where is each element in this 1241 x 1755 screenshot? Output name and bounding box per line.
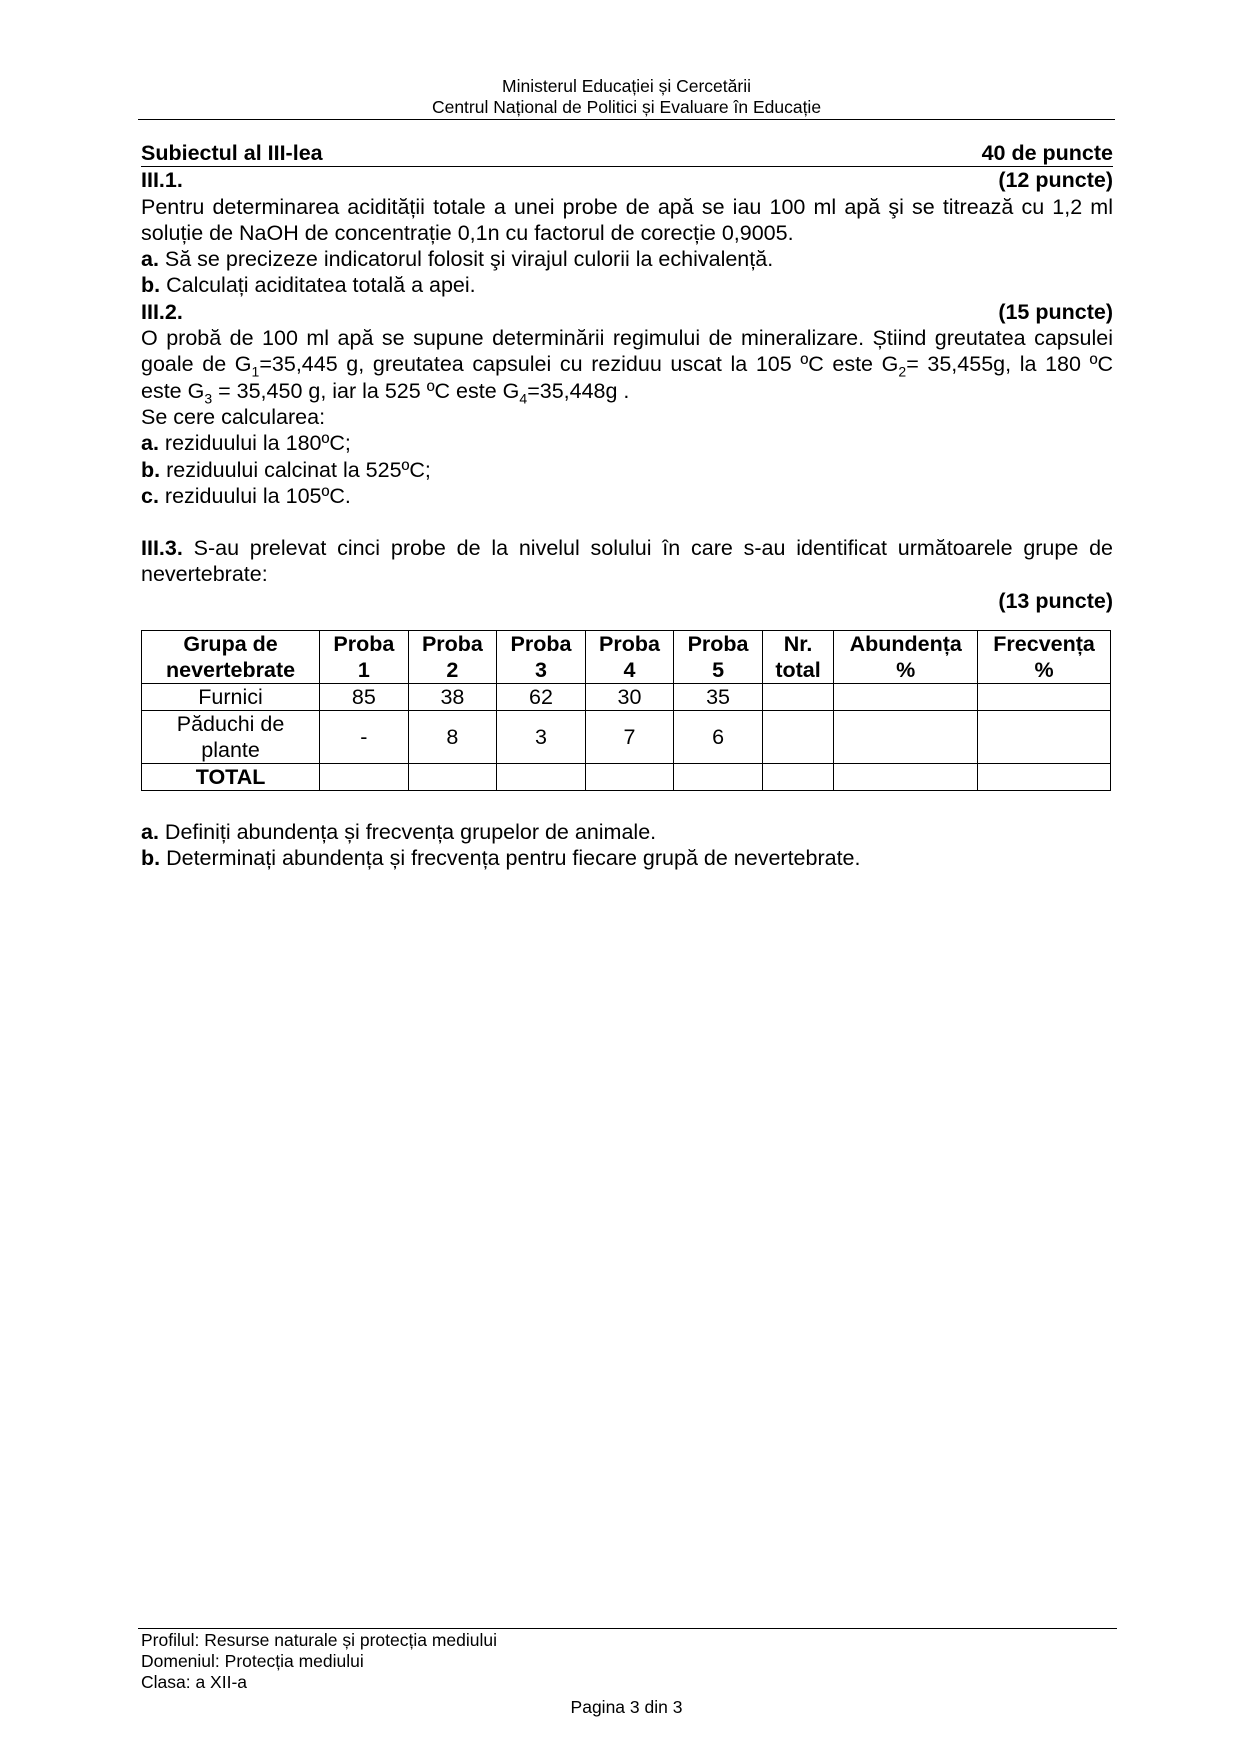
q3-statement: S-au prelevat cinci probe de la nivelul solului în care s-au identificat următoarele grupe de nevertebrate:: [141, 536, 1113, 587]
header-line: Proba: [333, 632, 395, 657]
header-line: nevertebrate: [166, 658, 296, 683]
q1-text: Pentru determinarea acidității totale a unei probe de apă se iau 100 ml apă şi se titrează cu 1,2 ml soluție de NaOH de concentrație 0,1n cu factorul de corecție 0,9005.: [141, 194, 1113, 245]
q2-b-label: b.: [141, 457, 161, 482]
table-cell: 38: [408, 684, 497, 711]
header-group: [142, 631, 320, 684]
header-proba-2: [408, 631, 497, 684]
q2-text-part: = 35,450 g, iar la 525 ºC este G: [212, 378, 520, 403]
table-cell: [834, 764, 978, 791]
header-line: total: [775, 658, 821, 683]
table-row: [142, 711, 1111, 764]
q2-a-label: a.: [141, 431, 159, 456]
q2-text-part: =35,445 g, greutatea capsulei cu reziduu uscat la 105 ºC este G: [259, 352, 899, 377]
table-cell: [978, 764, 1111, 791]
q1-item-a: [141, 246, 1113, 272]
header-line: Proba: [599, 632, 660, 657]
table-cell: 30: [585, 684, 674, 711]
header-abundenta: [834, 631, 978, 684]
header-divider: [138, 119, 1115, 120]
footer-domain: Domeniul: Protecția mediului: [141, 1651, 364, 1671]
table-cell: [497, 764, 586, 791]
header-line: %: [896, 658, 916, 683]
q1-b-text: Calculați aciditatea totală a apei.: [160, 273, 476, 298]
group-line: Păduchi de: [176, 712, 285, 737]
header-frecventa: [978, 631, 1111, 684]
q3-label: III.3.: [141, 536, 183, 561]
q2-text: [141, 325, 1113, 404]
q3-a-text: Definiți abundența și frecvența grupelor de animale.: [158, 820, 657, 845]
exam-content: [141, 140, 1113, 872]
q2-heading: [141, 299, 1113, 325]
q1-a-text: Să se precizeze indicatorul folosit şi virajul culorii la echivalență.: [158, 247, 774, 272]
table-row: [142, 684, 1111, 711]
header-line: Proba: [687, 632, 749, 657]
header-ministry: Ministerul Educației și Cercetării: [502, 76, 751, 96]
page-footer: [141, 1630, 1113, 1693]
group-line: plante: [201, 738, 260, 763]
header-nr-total: [762, 631, 833, 684]
subject-heading: [141, 140, 1113, 167]
table-cell: [978, 711, 1111, 764]
table-cell: 7: [585, 711, 674, 764]
header-line: 4: [623, 658, 636, 683]
table-cell: 85: [320, 684, 409, 711]
q3-a-label: a.: [141, 820, 159, 845]
q1-heading: [141, 167, 1113, 193]
subject-title: Subiectul al III-lea: [141, 141, 323, 165]
q3-b-text: Determinați abundența și frecvența pentru fiecare grupă de nevertebrate.: [160, 846, 861, 871]
header-center: Centrul Național de Politici și Evaluare în Educație: [431, 97, 822, 117]
spacer: [141, 509, 1113, 535]
q2-intro: Se cere calcularea:: [141, 404, 326, 429]
q2-item-b: [141, 457, 1113, 483]
invertebrates-table: [141, 630, 1111, 791]
table-cell: [585, 764, 674, 791]
q2-label: III.2.: [141, 299, 183, 324]
table-cell: [762, 684, 833, 711]
q2-sub: 1: [251, 363, 260, 380]
table-cell: [408, 764, 497, 791]
q2-sub: 2: [898, 363, 907, 380]
header-line: Nr.: [783, 632, 813, 657]
header-line: Proba: [421, 632, 483, 657]
q1-item-b: [141, 272, 1113, 298]
header-line: 1: [357, 658, 370, 683]
table-cell-group: TOTAL: [142, 764, 320, 791]
table-cell: 62: [497, 684, 586, 711]
footer-profile: Profilul: Resurse naturale și protecția mediului: [141, 1630, 497, 1650]
header-proba-4: [585, 631, 674, 684]
q3-b-label: b.: [141, 846, 161, 871]
q2-text-part: O probă de 100 ml apă se supune determinării regimului de mineralizare. Știind greutatea capsulei goale de G: [141, 326, 1113, 377]
q3-item-a: [141, 819, 1113, 845]
q2-item-c: [141, 483, 1113, 509]
header-line: %: [1034, 658, 1054, 683]
q2-text-part: = 35,455g, la 180 ºC este G: [141, 352, 1113, 403]
q2-item-a: [141, 430, 1113, 456]
q3-points: (13 puncte): [998, 588, 1113, 613]
q2-sub: 4: [519, 389, 528, 406]
table-cell: 3: [497, 711, 586, 764]
header-proba-1: [320, 631, 409, 684]
q2-sub: 3: [204, 389, 213, 406]
table-cell: [834, 684, 978, 711]
q2-b-text: reziduului calcinat la 525ºC;: [160, 457, 431, 482]
footer-divider: [138, 1628, 1117, 1629]
table-cell: 6: [674, 711, 763, 764]
table-cell: [762, 764, 833, 791]
q2-c-text: reziduului la 105ºC.: [158, 483, 351, 508]
page-header: [138, 76, 1115, 118]
table-cell: [674, 764, 763, 791]
page-number: Pagina 3 din 3: [570, 1697, 683, 1717]
table-cell: -: [320, 711, 409, 764]
q2-text-part: =35,448g .: [527, 378, 630, 403]
table-row-total: [142, 764, 1111, 791]
q2-points: (15 puncte): [998, 299, 1113, 324]
table-cell: [834, 711, 978, 764]
header-line: 2: [446, 658, 459, 683]
q1-label: III.1.: [141, 168, 183, 193]
q1-b-label: b.: [141, 273, 161, 298]
header-line: 3: [534, 658, 547, 683]
q2-a-text: reziduului la 180ºC;: [158, 431, 351, 456]
q1-a-label: a.: [141, 247, 159, 272]
q1-points: (12 puncte): [998, 168, 1113, 193]
table-cell-group: Furnici: [142, 684, 320, 711]
footer-class: Clasa: a XII-a: [141, 1672, 248, 1692]
q2-c-label: c.: [141, 483, 159, 508]
header-line: 5: [712, 658, 725, 683]
table-header-row: [142, 631, 1111, 684]
header-line: Abundența: [849, 632, 962, 657]
header-line: Proba: [510, 632, 572, 657]
table-cell: [978, 684, 1111, 711]
table-cell: [320, 764, 409, 791]
header-line: Frecvența: [993, 632, 1095, 657]
header-line: Grupa de: [183, 632, 278, 657]
table-cell: [762, 711, 833, 764]
q3-item-b: [141, 845, 1113, 871]
header-proba-3: [497, 631, 586, 684]
table-cell: 8: [408, 711, 497, 764]
subject-points: 40 de puncte: [981, 141, 1113, 165]
table-cell: 35: [674, 684, 763, 711]
table-cell-group: [142, 711, 320, 764]
header-proba-5: [674, 631, 763, 684]
q3-text: [141, 535, 1113, 588]
